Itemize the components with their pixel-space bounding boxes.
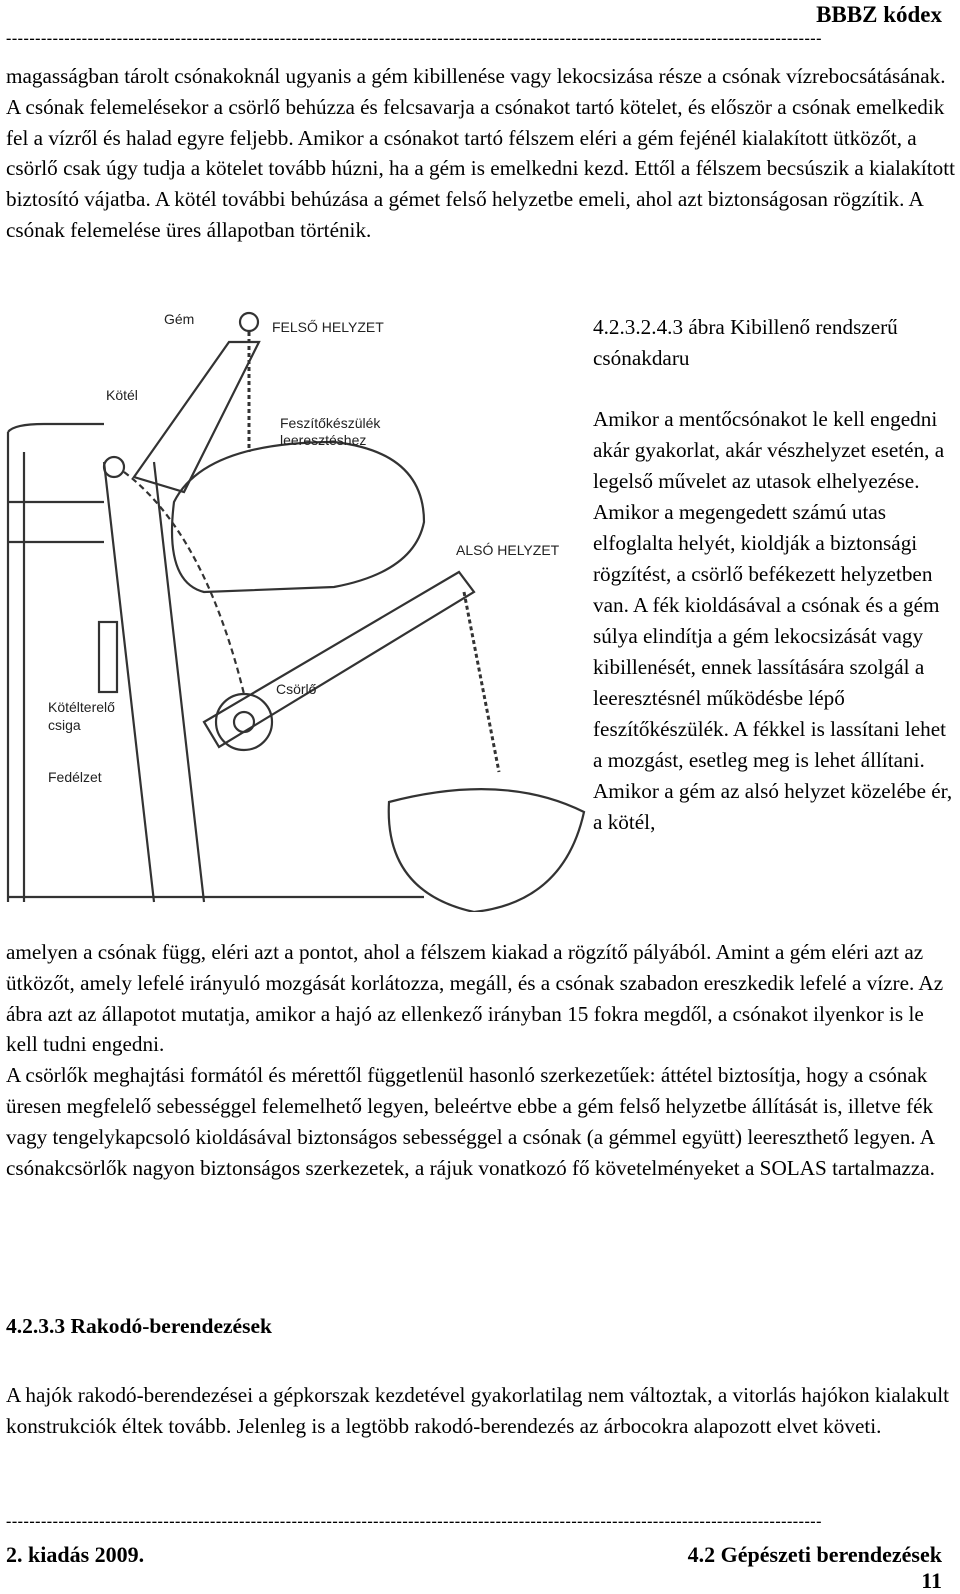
davit-diagram <box>4 302 586 912</box>
label-koteltereelo: Kötélterelő <box>48 699 115 715</box>
guide-sheave <box>104 457 124 477</box>
figure-caption: 4.2.3.2.4.3 ábra Kibillenő rendszerű csónakdaru <box>593 315 898 370</box>
winches-text: A csörlők meghajtási formától és mérettől függetlenül hasonló szerkezetűek: áttétel biztosítja, hogy a csónak üresen megfelelő sebességgel felemelhető legyen, beleértve ebbe a gém felső helyzetbe állítását is, illetve fék vagy tengelykapcsoló kioldásával biztonságos sebességgel a csónak (a gémmel együtt) leereszthető legyen. A csónakcsörlők nagyon biztonságos szerkezetek, a rájuk vonatkozó fő követelményeket a SOLAS tartalmazza. <box>6 1063 935 1180</box>
label-gem: Gém <box>164 311 195 327</box>
chain-lower <box>464 592 499 772</box>
edition-label: 2. kiadás 2009. <box>6 1542 145 1567</box>
intro-paragraph: magasságban tárolt csónakoknál ugyanis a gém kibillenése vagy lekocsizása része a csónak vízrebocsátásának. A csónak felemelésekor a csörlő behúzza és felcsavarja a csónakot tartó kötelet, és először a csónak emelkedik fel a vízről és halad egyre feljebb. Amikor a csónakot tartó félszem eléri a gém fejénél kialakított ütközőt, a csörlő csak úgy tudja a kötelet tovább húzni, ha a gém is emelkedni kezd. Ettől a félszem becsúszik a kialakított biztosító vájatba. A kötél további behúzása a gémet felső helyzetbe emeli, ahol azt biztonságosan rögzítik. A csónak felemelése üres állapotban történik. <box>6 64 956 242</box>
rope <box>124 472 244 694</box>
label-kotel: Kötél <box>106 387 138 403</box>
boat-upper <box>172 442 424 592</box>
label-csiga: csiga <box>48 717 81 733</box>
label-felso-helyzet: FELSŐ HELYZET <box>272 319 384 335</box>
railing-shape <box>8 424 104 902</box>
header-separator: -------------------------------------------------------------------------------------------------------------------------------------------- <box>6 30 822 47</box>
cargo-paragraph: A hajók rakodó-berendezései a gépkorszak kezdetével gyakorlatilag nem változtak, a vitorlás hajókon kialakult konstrukciók éltek tovább. Jelenleg is a legtöbb rakodó-berendezés az árbocokra alapozott elvet követi. <box>6 1383 950 1438</box>
label-leeresztéshez: leeresztéshez <box>280 432 367 448</box>
document-title: BBBZ kódex <box>816 2 942 27</box>
boom-lower <box>204 572 474 747</box>
label-also-helyzet: ALSÓ HELYZET <box>456 542 560 558</box>
continuation-text: amelyen a csónak függ, eléri azt a pontot, ahol a félszem kiakad a rögzítő pályából. Amint a gém eléri azt az ütközőt, amely lefelé irányuló mozgását korlátozza, megáll, és a csónak szabadon ereszkedik lefelé a vízre. Az ábra azt az állapotot mutatja, amikor a hajó az ellenkező irányban 15 fokra megdől, a csónakot ilyenkor is le kell tudni engedni. <box>6 940 944 1057</box>
winch-drum <box>216 694 272 750</box>
side-paragraph: Amikor a mentőcsónakot le kell engedni akár gyakorlat, akár vészhelyzet esetén, a legelső művelet az utasok elhelyezése. Amikor a megengedett számú utas elfoglalta helyét, kioldják a biztonsági rögzítést, a csörlő befékezett helyzetben van. A fék kioldásával a csónak és a gém súlya elindítja a gém lekocsizását vagy kibillenését, ennek lassítására szolgál a leeresztésnél működésbe lépő feszítőkészülék. A fékkel is lassítani lehet a mozgást, esetleg meg is lehet állítani. Amikor a gém az alsó helyzet közelébe ér, a kötél, <box>593 407 953 834</box>
boom-upper <box>134 342 259 492</box>
chapter-label: 4.2 Gépészeti berendezések <box>687 1542 942 1567</box>
tensioner <box>99 622 117 692</box>
footer-separator: -------------------------------------------------------------------------------------------------------------------------------------------- <box>6 1513 822 1530</box>
section-heading: 4.2.3.3 Rakodó-berendezések <box>6 1314 272 1338</box>
page-number: 11 <box>921 1568 942 1593</box>
davit-post <box>104 462 204 902</box>
body-paragraph <box>6 937 956 1183</box>
label-fedelzet: Fedélzet <box>48 769 102 785</box>
boat-lower <box>389 789 584 912</box>
label-csorlo: Csörlő <box>276 681 317 697</box>
label-feszitokeszulek: Feszítőkészülék <box>280 415 381 431</box>
